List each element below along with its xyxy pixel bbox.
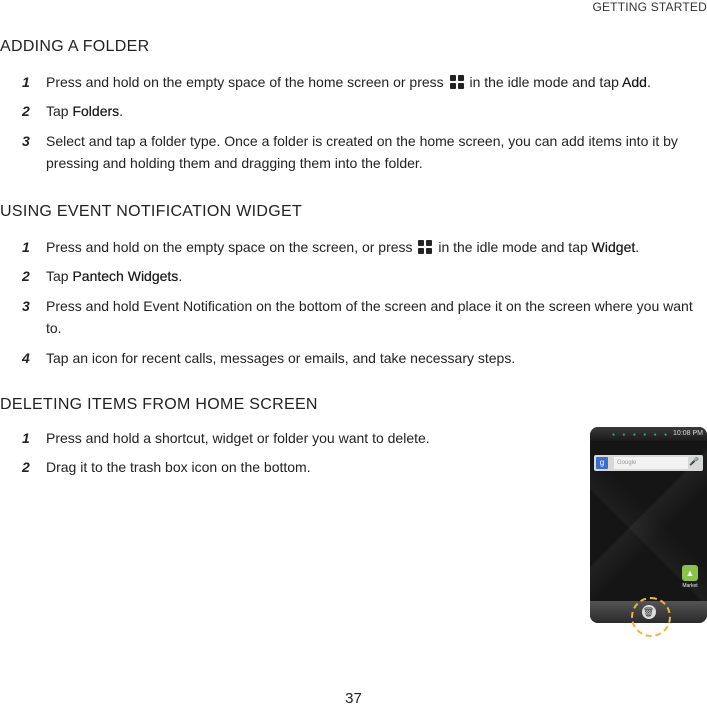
section-title-event-widget: USING EVENT NOTIFICATION WIDGET — [0, 203, 303, 220]
step-number: 2 — [22, 103, 30, 119]
step-keyword-pantech-widgets: Pantech Widgets — [72, 268, 179, 284]
step-text: Tap — [46, 268, 69, 284]
step-text: in the idle mode and tap — [438, 239, 588, 255]
step-text: Press and hold on the empty space of the home screen or press — [46, 74, 444, 90]
status-time: 10:08 PM — [673, 430, 703, 437]
market-label: Market — [682, 583, 698, 589]
step-keyword-add: Add — [622, 74, 647, 90]
step-text: Select and tap a folder type. Once a folder is created on the home screen, you can add items into it by pressing and holding them and dragging them into the folder. — [46, 133, 678, 171]
step-punct: . — [119, 103, 124, 119]
step-text: Press and hold on the empty space on the screen, or press — [46, 239, 413, 255]
step-number: 2 — [22, 459, 30, 475]
section-title-adding-folder: ADDING A FOLDER — [0, 38, 150, 55]
trash-icon: 🗑 — [642, 607, 655, 617]
trash-highlight-circle — [631, 597, 671, 637]
menu-grid-icon — [450, 75, 464, 89]
step-keyword-folders: Folders — [72, 103, 120, 119]
step-number: 1 — [22, 239, 30, 255]
phone-screenshot — [590, 427, 707, 623]
google-search-widget — [594, 455, 703, 471]
section-title-deleting-items: DELETING ITEMS FROM HOME SCREEN — [0, 396, 318, 413]
page-indicator-dots: ● ● ● ● ● ● — [612, 432, 671, 438]
menu-grid-icon — [418, 240, 432, 254]
google-logo-icon: g — [596, 457, 608, 469]
step-text: Drag it to the trash box icon on the bottom. — [46, 459, 311, 475]
market-bag-icon: ▲ — [682, 565, 698, 581]
step-punct: . — [635, 239, 640, 255]
step-text: Press and hold a shortcut, widget or folder you want to delete. — [46, 430, 430, 446]
status-bar — [590, 427, 707, 441]
step-number: 3 — [22, 133, 30, 149]
step-punct: . — [178, 268, 183, 284]
step-text: Tap — [46, 103, 69, 119]
step-text: Press and hold Event Notification on the bottom of the screen and place it on the screen where you want to. — [46, 298, 693, 336]
step-number: 1 — [22, 430, 30, 446]
step-text: in the idle mode and tap — [469, 74, 619, 90]
page-number: 37 — [345, 690, 362, 707]
step-punct: . — [646, 74, 651, 90]
step-number: 1 — [22, 74, 30, 90]
step-number: 2 — [22, 268, 30, 284]
search-placeholder: Google — [614, 457, 688, 469]
running-header: GETTING STARTED — [592, 0, 707, 14]
step-keyword-widget: Widget — [591, 239, 636, 255]
step-number: 4 — [22, 350, 30, 366]
step-number: 3 — [22, 298, 30, 314]
step-text: Tap an icon for recent calls, messages or emails, and take necessary steps. — [46, 350, 516, 366]
market-app-shortcut — [679, 565, 701, 589]
microphone-icon: 🎤 — [689, 457, 699, 466]
